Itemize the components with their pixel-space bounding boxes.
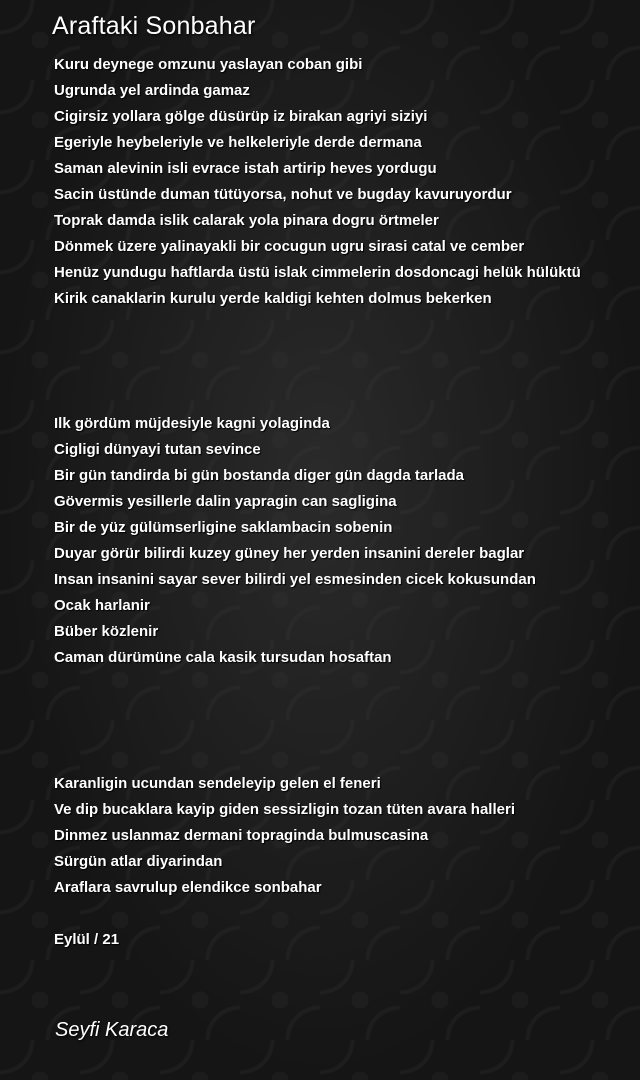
poem-line: Duyar görür bilirdi kuzey güney her yerden insanini dereler baglar	[54, 545, 525, 562]
poem-line: Bir gün tandirda bi gün bostanda diger gün dagda tarlada	[54, 467, 465, 484]
poet-name: Seyfi Karaca	[55, 1019, 169, 1041]
stanza-1	[54, 52, 581, 312]
poem-line: Ugrunda yel ardinda gamaz	[54, 82, 250, 99]
poem-line: Dinmez uslanmaz dermani topraginda bulmuscasina	[54, 827, 429, 844]
poem-line: Kuru deynege omzunu yaslayan coban gibi	[54, 56, 363, 73]
poem-line: Cigligi dünyayi tutan sevince	[54, 441, 261, 458]
stanza-4	[54, 927, 119, 953]
poem-line: Büber közlenir	[54, 623, 159, 640]
poem-line: Caman dürümüne cala kasik tursudan hosaftan	[54, 649, 392, 666]
poem-line: Toprak damda islik calarak yola pinara dogru örtmeler	[54, 212, 439, 229]
poem-line: Cigirsiz yollara gölge düsürüp iz birakan agriyi siziyi	[54, 108, 428, 125]
poem-line: Egeriyle heybeleriyle ve helkeleriyle derde dermana	[54, 134, 422, 151]
poem-title: Araftaki Sonbahar	[52, 12, 256, 40]
poem-line: Sürgün atlar diyarindan	[54, 853, 223, 870]
stanza-3	[54, 771, 515, 901]
poem-line: Dönmek üzere yalinayakli bir cocugun ugru sirasi catal ve cember	[54, 238, 525, 255]
poem-line: Gövermis yesillerle dalin yapragin can sagligina	[54, 493, 397, 510]
poem-line: Ocak harlanir	[54, 597, 150, 614]
poem-line: Ve dip bucaklara kayip giden sessizligin tozan tüten avara halleri	[54, 801, 515, 818]
poem-line: Sacin üstünde duman tütüyorsa, nohut ve bugday kavuruyordur	[54, 186, 512, 203]
stanza-2	[54, 411, 536, 671]
poem-line: Saman alevinin isli evrace istah artirip heves yordugu	[54, 160, 437, 177]
poem-line: Ilk gördüm müjdesiyle kagni yolaginda	[54, 415, 330, 432]
poem-line: Henüz yundugu haftlarda üstü islak cimmelerin dosdoncagi helük hülüktü	[54, 264, 581, 281]
poem-date-line: Eylül / 21	[54, 931, 120, 948]
poem-line: Karanligin ucundan sendeleyip gelen el feneri	[54, 775, 381, 792]
poem-line: Insan insanini sayar sever bilirdi yel esmesinden cicek kokusundan	[54, 571, 536, 588]
poem-line: Bir de yüz gülümserligine saklambacin sobenin	[54, 519, 393, 536]
poem-line: Araflara savrulup elendikce sonbahar	[54, 879, 322, 896]
poem-line: Kirik canaklarin kurulu yerde kaldigi kehten dolmus bekerken	[54, 290, 492, 307]
